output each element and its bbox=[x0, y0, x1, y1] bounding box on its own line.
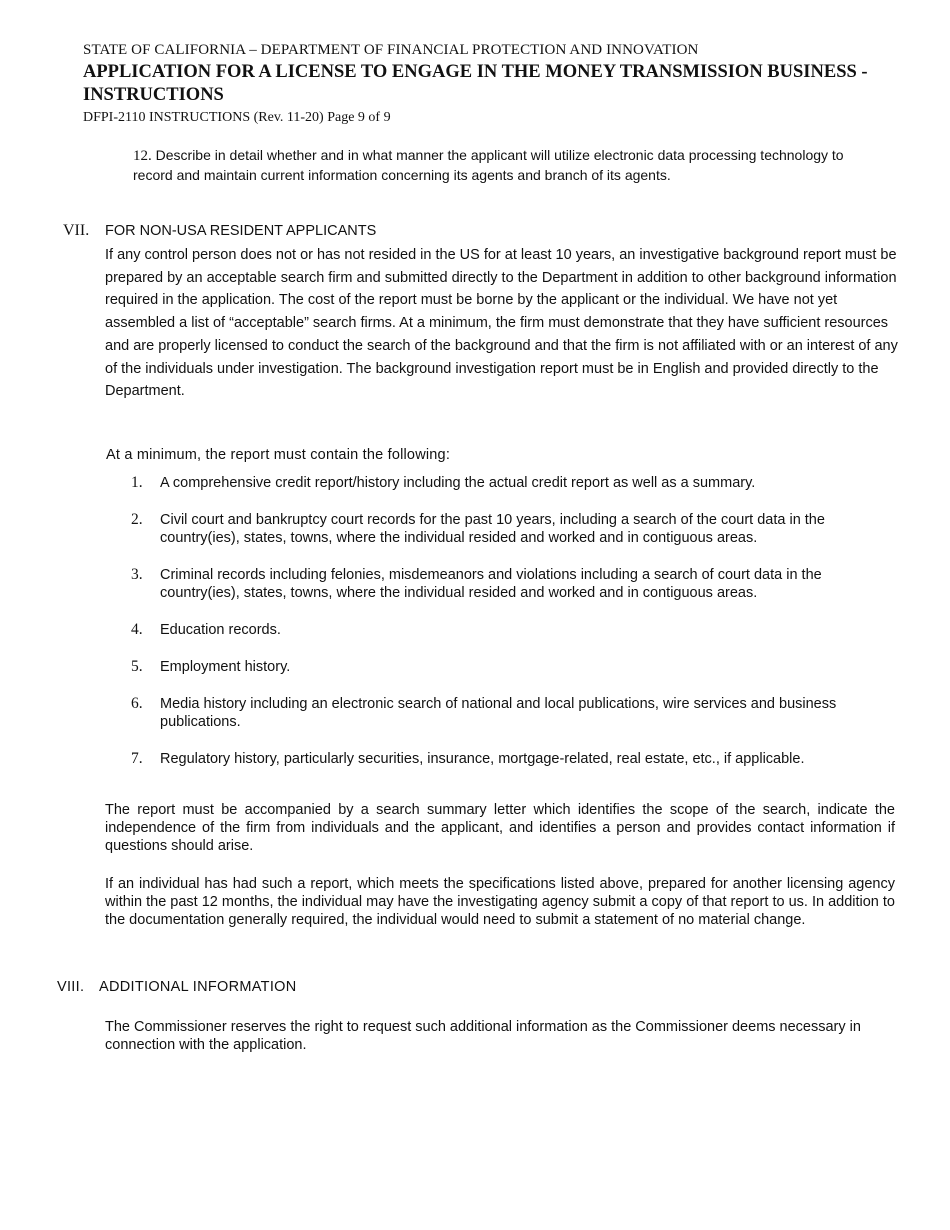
list-item bbox=[131, 621, 901, 639]
section-8-heading bbox=[57, 978, 297, 996]
section-8-numeral: VIII. bbox=[57, 979, 85, 995]
item-12-number: 12. bbox=[133, 148, 152, 164]
prior-report-paragraph: If an individual has had such a report, which meets the specifications listed above, prepared for another licensing agency within the past 12 months, the individual may have the investigating agency submit a copy of that report to us. In addition to the documentation generally required, the individual would need to submit a statement of no material change. bbox=[105, 876, 895, 928]
list-item-number: 3. bbox=[131, 566, 143, 583]
section-8-title: ADDITIONAL INFORMATION bbox=[99, 979, 297, 995]
list-item-number: 4. bbox=[131, 621, 143, 638]
list-item-text: A comprehensive credit report/history including the actual credit report as well as a summary. bbox=[160, 475, 756, 491]
list-item-number: 6. bbox=[131, 695, 143, 712]
list-item-number: 1. bbox=[131, 474, 143, 491]
item-12 bbox=[133, 146, 873, 185]
list-item-number: 7. bbox=[131, 750, 143, 767]
list-item-text: Regulatory history, particularly securities, insurance, mortgage-related, real estate, etc., if applicable. bbox=[160, 751, 805, 767]
section-7-heading bbox=[63, 222, 376, 240]
form-id-page-number: DFPI-2110 INSTRUCTIONS (Rev. 11-20) Page 9 of 9 bbox=[83, 110, 391, 125]
list-item bbox=[131, 750, 901, 768]
list-item bbox=[131, 474, 901, 492]
section-7-body: If any control person does not or has not resided in the US for at least 10 years, an investigative background report must be prepared by an acceptable search firm and submitted directly to the Department in addition to other background information required in the application. The cost of the report must be borne by the applicant or the individual. We have not yet assembled a list of “acceptable” search firms. At a minimum, the firm must demonstrate that they have sufficient resources and are properly licensed to conduct the search of the background and that the firm is not affiliated with or an interest of any of the individuals under investigation. The background investigation report must be in English and provided directly to the Department. bbox=[105, 247, 898, 400]
section-7-numeral: VII. bbox=[63, 222, 90, 239]
item-12-text: Describe in detail whether and in what manner the applicant will utilize electronic data processing technology to record and maintain current information concerning its agents and branch of its agents. bbox=[133, 147, 844, 183]
list-item bbox=[131, 658, 901, 676]
page-header bbox=[83, 41, 923, 127]
list-item-text: Media history including an electronic search of national and local publications, wire services and business publications. bbox=[160, 696, 837, 730]
list-item-text: Employment history. bbox=[160, 659, 291, 675]
document-title: APPLICATION FOR A LICENSE TO ENGAGE IN THE MONEY TRANSMISSION BUSINESS - INSTRUCTIONS bbox=[83, 62, 868, 105]
list-item-text: Criminal records including felonies, misdemeanors and violations including a search of court data in the country(ies), states, towns, where the individual resided and worked and in contiguous areas. bbox=[160, 567, 822, 601]
report-requirements-intro: At a minimum, the report must contain the following: bbox=[106, 447, 451, 463]
agency-name: STATE OF CALIFORNIA – DEPARTMENT OF FINANCIAL PROTECTION AND INNOVATION bbox=[83, 42, 699, 58]
section-7-title: FOR NON-USA RESIDENT APPLICANTS bbox=[105, 223, 377, 239]
list-item bbox=[131, 695, 901, 731]
section-8-body: The Commissioner reserves the right to request such additional information as the Commissioner deems necessary in connection with the application. bbox=[105, 1019, 861, 1053]
list-item bbox=[131, 566, 901, 602]
list-item bbox=[131, 511, 901, 547]
list-item-number: 2. bbox=[131, 511, 143, 528]
report-requirements-list bbox=[131, 474, 901, 787]
search-summary-letter-paragraph: The report must be accompanied by a search summary letter which identifies the scope of the search, indicate the independence of the firm from individuals and the applicant, and identifies a person and provides contact information if questions should arise. bbox=[105, 802, 895, 854]
list-item-number: 5. bbox=[131, 658, 143, 675]
list-item-text: Education records. bbox=[160, 622, 281, 638]
list-item-text: Civil court and bankruptcy court records for the past 10 years, including a search of the court data in the country(ies), states, towns, where the individual resided and worked and in contiguous areas. bbox=[160, 512, 825, 546]
